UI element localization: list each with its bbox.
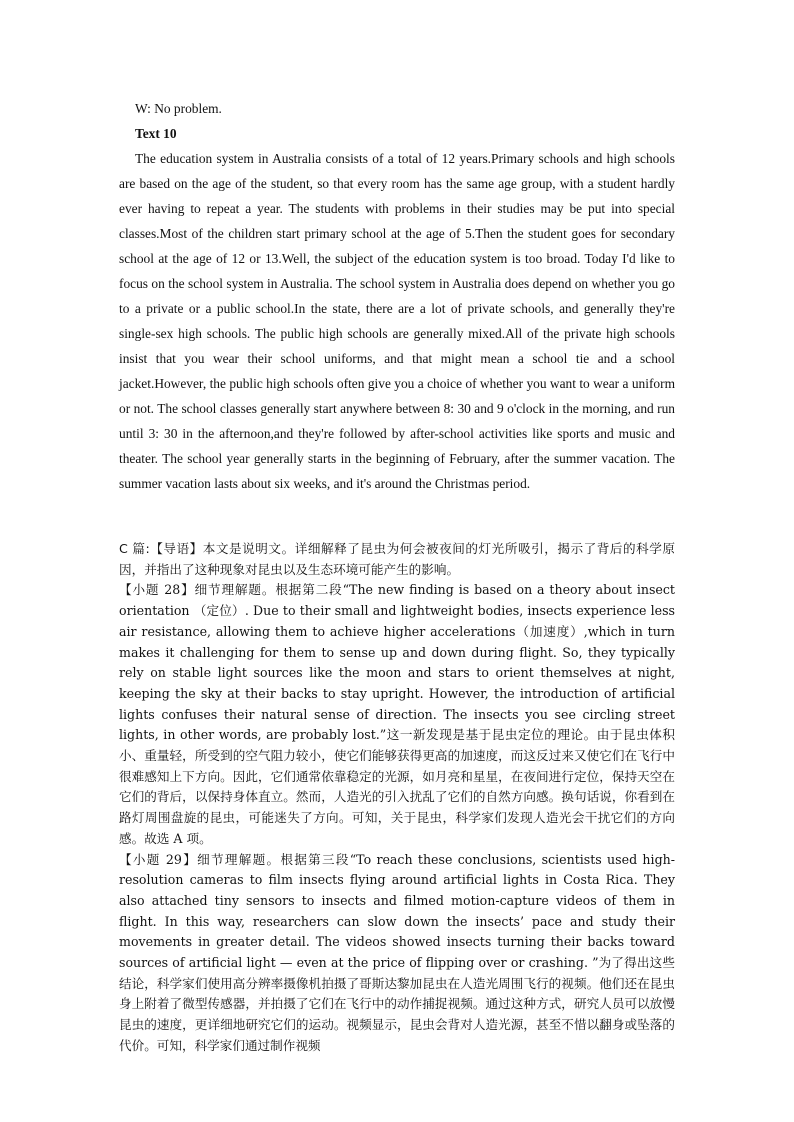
question-29-explanation: 【小题 29】细节理解题。根据第三段“To reach these conclusions, scientists used high-resolution cameras to film insects flying around artificial lights in Costa Rica. They also attached tiny sensors to insects and filmed motion-capture videos of them in flight. In this way, researchers can slow down the insects’ pace and study their movements in greater detail. The videos showed insects turning their backs toward sources of artificial light — even at the price of flipping over or crashing. ”为了得出这些结论，科学家们使用高分辨率摄像机拍摄了哥斯达黎加昆虫在人造光周围飞行的视频。他们还在昆虫身上附着了微型传感器，并拍摄了它们在飞行中的动作捕捉视频。通过这种方式，研究人员可以放慢昆虫的速度，更详细地研究它们的运动。视频显示，昆虫会背对人造光源，甚至不惜以翻身或坠落的代价。可知，科学家们通过制作视频 — [119, 851, 675, 1053]
passage-intro: C 篇:【导语】本文是说明文。详细解释了昆虫为何会被夜间的灯光所吸引，揭示了背后的科学原因，并指出了这种现象对昆虫以及生态环境可能产生的影响。 — [119, 541, 675, 577]
text10-section — [119, 96, 675, 496]
section-heading: Text 10 — [135, 126, 177, 141]
commentary-section — [119, 539, 675, 1057]
speaker-line: W: No problem. — [135, 101, 222, 116]
transcript-paragraph: The education system in Australia consists of a total of 12 years.Primary schools and high schools are based on the age of the student, so that every room has the same age group, with a student hardly ever having to repeat a year. The students with problems in their studies may be put into special classes.Most of the children start primary school at the age of 5.Then the student goes for secondary school at the age of 12 or 13.Well, the subject of the education system is too broad. Today I'd like to focus on the school system in Australia. The school system in Australia does depend on whether you go to a private or a public school.In the state, there are a lot of private schools, and generally they're single-sex high schools. The public high schools are generally mixed.All of the private high schools insist that you wear their school uniforms, and that might mean a school tie and a school jacket.However, the public high schools often give you a choice of whether you want to wear a uniform or not. The school classes generally start anywhere between 8: 30 and 9 o'clock in the morning, and run until 3: 30 in the afternoon,and they're followed by after-school activities like sports and music and theater. The school year generally starts in the beginning of February, after the summer vacation. The summer vacation lasts about six weeks, and it's around the Christmas period. — [119, 151, 675, 491]
question-28-explanation: 【小题 28】细节理解题。根据第二段“The new finding is based on a theory about insect orientation （定位）. Due to their small and lightweight bodies, insects experience less air resistance, allowing them to achieve higher accelerations（加速度）,which in turn makes it challenging for them to sense up and down during flight. So, they typically rely on stable light sources like the moon and stars to orient themselves at night, keeping the sky at their backs to stay upright. However, the introduction of artificial lights confuses their natural sense of direction. The insects you see circling street lights, in other words, are probably lost.”这一新发现是基于昆虫定位的理论。由于昆虫体积小、重量轻，所受到的空气阻力较小，使它们能够获得更高的加速度，而这反过来又使它们在飞行中很难感知上下方向。因此，它们通常依靠稳定的光源，如月亮和星星，在夜间进行定位，保持天空在它们的背后，以保持身体直立。然而，人造光的引入扰乱了它们的自然方向感。换句话说，你看到在路灯周围盘旋的昆虫，可能迷失了方向。可知，关于昆虫，科学家们发现人造光会干扰它们的方向感。故选 A 项。 — [119, 582, 675, 846]
